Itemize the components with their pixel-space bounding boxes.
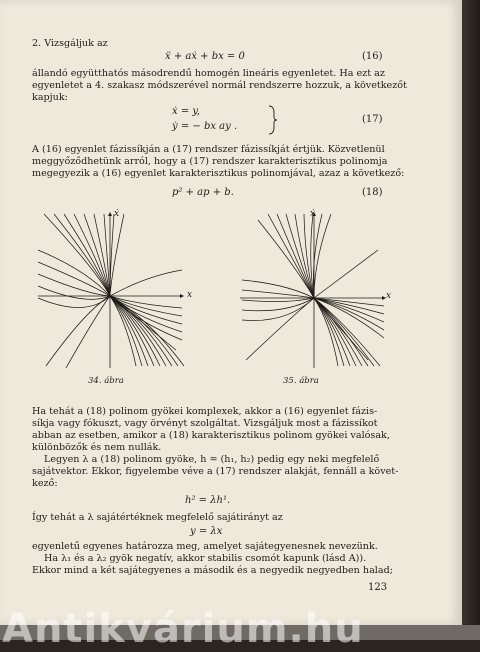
text-line: Így tehát a λ sajátértéknek megfelelő sajátirányt az — [32, 512, 283, 523]
figure-34-phase-portrait — [36, 210, 186, 370]
watermark-text: Antikvárium.hu — [2, 606, 364, 652]
text-line: sajátvektor. Ekkor, figyelembe véve a (17) rendszer alakját, fennáll a követ- — [32, 466, 399, 477]
text-line: Ha λ₁ és a λ₂ gyök negatív, akkor stabilis csomót kapunk (lásd A)). — [44, 553, 367, 564]
equation-20: y = λx — [190, 526, 223, 537]
text-line: kező: — [32, 478, 58, 489]
text-line: kapjuk: — [32, 92, 68, 103]
text-line: különbözők és nem nullák. — [32, 442, 162, 453]
paragraph-lead: 2. Vizsgáljuk az — [32, 38, 108, 49]
text-line: egyenletet a 4. szakasz módszerével normál rendszerre hozzuk, a következőt — [32, 80, 407, 91]
equation-16-number: (16) — [362, 51, 383, 62]
text-line: állandó együtthatós másodrendű homogén lineáris egyenletet. Ha ezt az — [32, 68, 385, 79]
equation-17-a: ẋ = y, — [172, 106, 200, 117]
equation-18-number: (18) — [362, 187, 383, 198]
equation-17-brace — [268, 105, 278, 135]
equation-16: ẍ + aẋ + bx = 0 — [165, 51, 245, 62]
equation-17-b: ẏ = − bx ay . — [172, 121, 238, 132]
text-line: meggyőződhetünk arról, hogy a (17) rendszer karakterisztikus polinomja — [32, 156, 388, 167]
equation-18: p² + ap + b. — [172, 187, 234, 198]
text-line: síkja vagy fókuszt, vagy örvényt szolgáltat. Vizsgáljuk most a fázissíkot — [32, 418, 378, 429]
text-line: abban az esetben, amikor a (18) karakterisztikus polinom gyökei valósak, — [32, 430, 390, 441]
text-line: Legyen λ a (18) polinom gyöke, h = (h₁, h₂) pedig egy neki megfelelő — [44, 454, 380, 465]
equation-17-number: (17) — [362, 114, 383, 125]
figure-35-caption: 35. ábra — [283, 376, 319, 386]
page-number: 123 — [368, 582, 388, 593]
figure-35-axis-xdot-label: ẋ — [310, 209, 316, 219]
figure-34-axis-x-label: x — [187, 290, 193, 300]
figure-34-caption: 34. ábra — [88, 376, 124, 386]
equation-19: h² = λh¹. — [185, 495, 231, 506]
book-spine — [462, 0, 480, 640]
text-line: egyenletű egyenes határozza meg, amelyet sajátegyenesnek nevezünk. — [32, 541, 378, 552]
text-line: megegyezik a (16) egyenlet karakterisztikus polinomjával, azaz a következő: — [32, 168, 405, 179]
figure-34-axis-xdot-label: ẋ — [114, 209, 120, 219]
text-line: Ha tehát a (18) polinom gyökei komplexek, akkor a (16) egyenlet fázis- — [32, 406, 378, 417]
text-line: A (16) egyenlet fázissíkján a (17) rendszer fázissíkját értjük. Közvetlenül — [32, 144, 385, 155]
text-line: Ekkor mind a két sajátegyenes a második és a negyedik negyedben halad; — [32, 565, 393, 576]
figure-35-axis-x-label: x — [386, 291, 392, 301]
figure-35-phase-portrait — [238, 210, 388, 370]
